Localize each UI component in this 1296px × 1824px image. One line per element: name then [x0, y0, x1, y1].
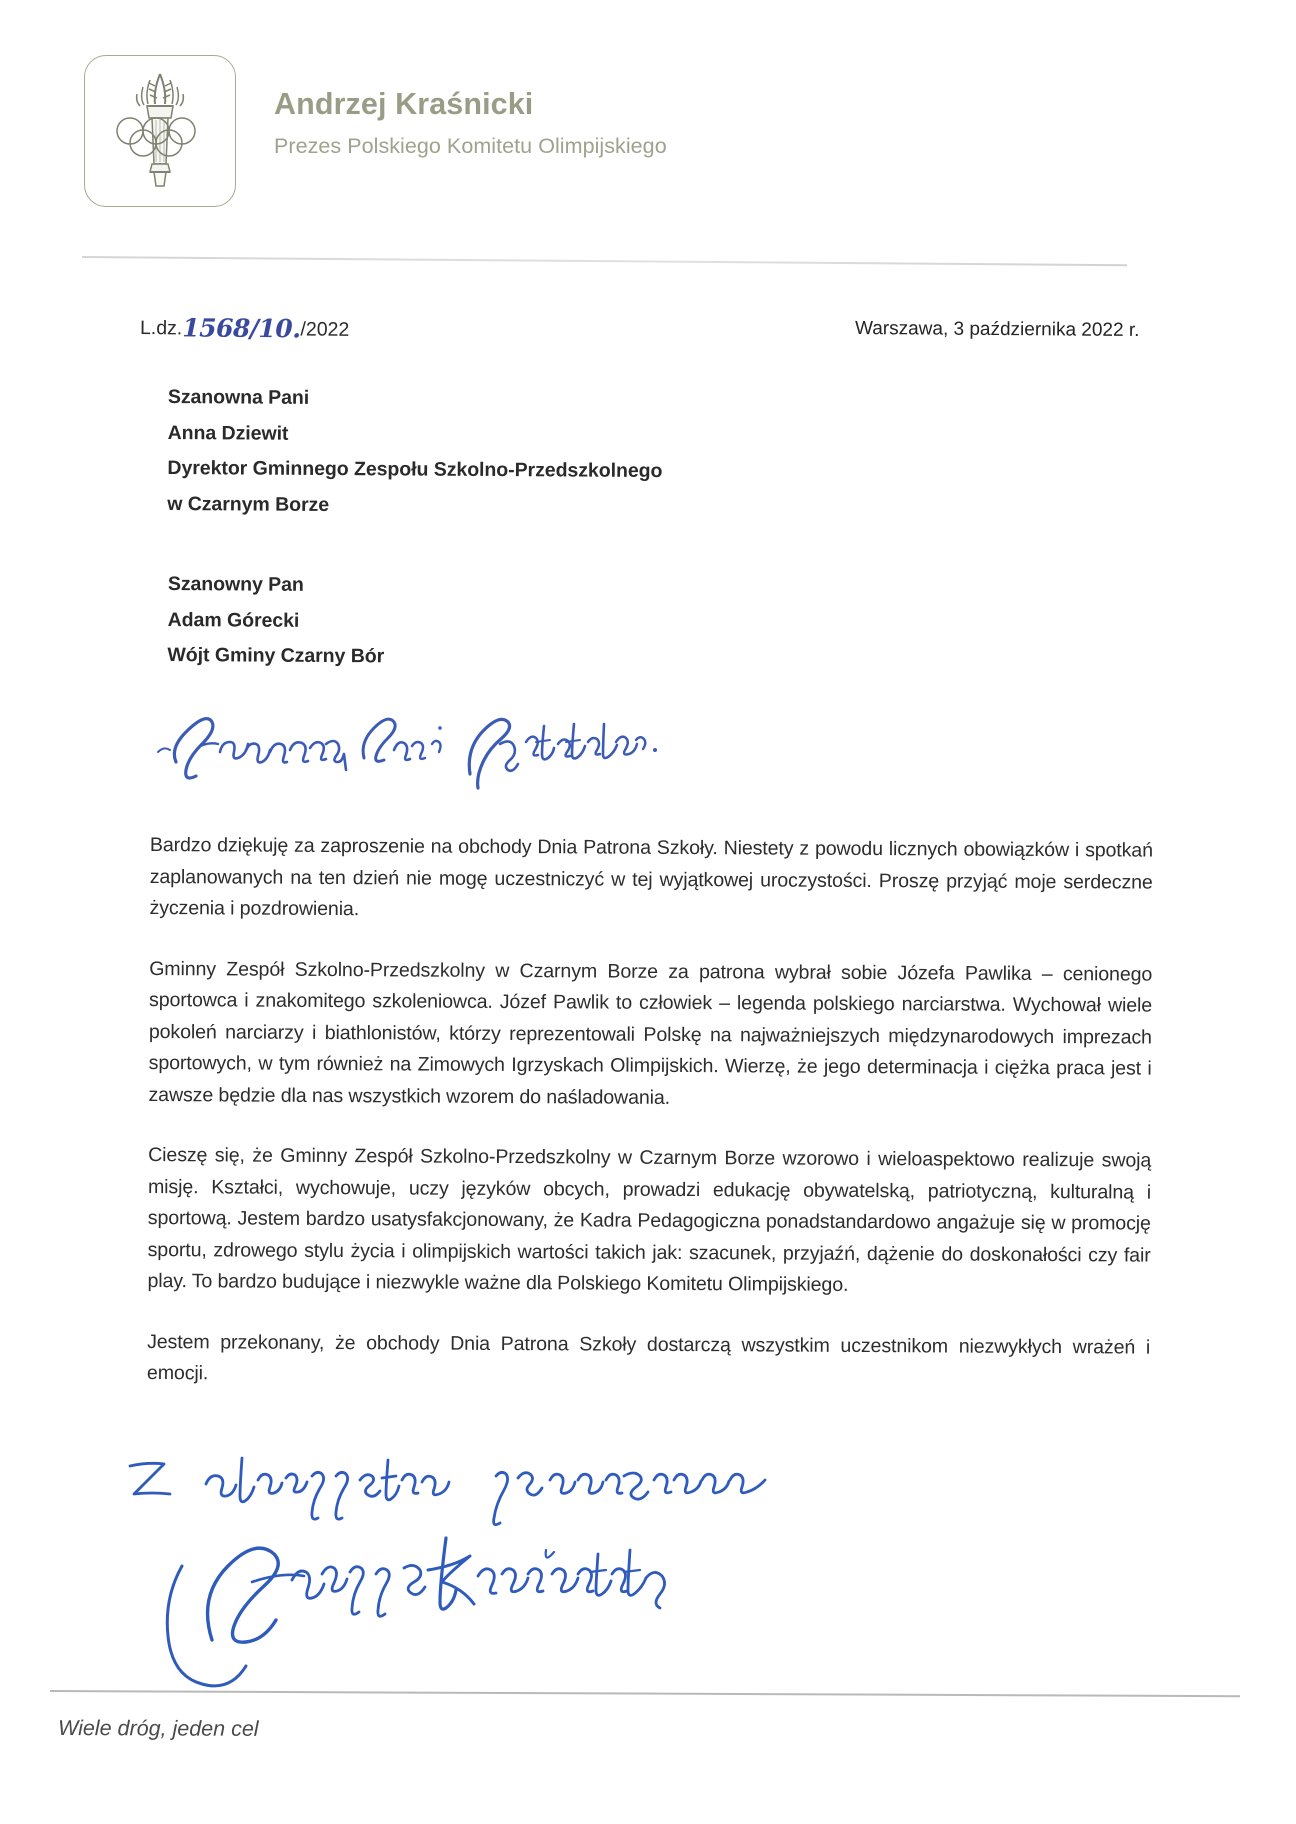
- handwritten-signature-ink: [160, 1520, 720, 1700]
- addressee-line: w Czarnym Borze: [167, 492, 330, 516]
- addressee-line: Szanowna Pani: [167, 385, 310, 409]
- body-paragraph: Cieszę się, że Gminny Zespół Szkolno-Przedszkolny w Czarnym Borze wzorowo i wieloaspektowo realizuje swoją misję. Kształci, wychowuje, uczy języków obcych, prowadzi edukację obywatelską, patriotyczną, kulturalną i sportową. Jestem bardzo usatysfakcjonowany, że Kadra Pedagogiczna ponadstandardowo angażuje się w promocję sportu, zdrowego stylu życia i olimpijskich wartości takich jak: szacunek, przyjaźń, dążenie do doskonałości czy fair play. To bardzo budujące i niezwykle ważne dla Polskiego Komitetu Olimpijskiego.: [147, 1143, 1152, 1296]
- reference-prefix: L.dz.: [139, 317, 183, 340]
- date-location: Warszawa, 3 października 2022 r.: [854, 318, 1140, 341]
- reference-number: [140, 313, 350, 344]
- logo-frame: [84, 55, 236, 207]
- handwritten-signature: [160, 1520, 720, 1700]
- addressee-line: Dyrektor Gminnego Zespołu Szkolno-Przedszkolnego: [167, 456, 663, 483]
- addressee-line: Anna Dziewit: [167, 421, 289, 445]
- letterhead-text: [274, 87, 1094, 159]
- footer-slogan: Wiele dróg, jeden cel: [57, 1716, 259, 1741]
- body-paragraph: Jestem przekonany, że obchody Dnia Patrona Szkoły dostarczą wszystkim uczestnikom niezwykłych wrażeń i emocji.: [146, 1330, 1151, 1385]
- sender-name: Andrzej Kraśnicki: [274, 87, 534, 121]
- addressee-line: Szanowny Pan: [167, 572, 304, 596]
- body-paragraph: Gminny Zespół Szkolno-Przedszkolny w Czarnym Borze za patrona wybrał sobie Józefa Pawlika – cenionego sportowca i znakomitego szkoleniowca. Józef Pawlik to człowiek – legenda polskiego narciarstwa. Wychował wiele pokoleń narciarzy i biathlonistów, którzy reprezentowali Polskę na najważniejszych międzynarodowych imprezach sportowych, w tym również na Zimowych Igrzyskach Olimpijskich. Wierzę, że jego determinacja i ciężka praca jest i zawsze będzie dla nas wszystkich wzorem do naśladowania.: [148, 957, 1153, 1109]
- sender-role: Prezes Polskiego Komitetu Olimpijskiego: [274, 134, 667, 159]
- letter-body: [147, 830, 1153, 1395]
- addressee-block-director: [167, 380, 663, 525]
- addressee-block-mayor: [167, 567, 384, 675]
- handwritten-salutation-ink: [150, 700, 770, 790]
- reference-suffix: /2022: [300, 318, 350, 341]
- reference-handwritten-number: 1568/10.: [182, 313, 301, 344]
- addressee-line: Adam Górecki: [167, 608, 300, 632]
- letterhead: [84, 55, 1144, 215]
- addressee-line: Wójt Gminy Czarny Bór: [167, 643, 385, 668]
- header-divider: [82, 256, 1127, 266]
- body-paragraph: Bardzo dziękuję za zaproszenie na obchody Dnia Patrona Szkoły. Niestety z powodu licznych obowiązków i spotkań zaplanowanych na ten dzień nie mogę uczestniczyć w tej wyjątkowej uroczystości. Proszę przyjąć moje serdeczne życzenia i pozdrowienia.: [149, 833, 1153, 921]
- handwritten-salutation: [150, 700, 770, 790]
- polish-olympic-committee-emblem-icon: [100, 68, 220, 194]
